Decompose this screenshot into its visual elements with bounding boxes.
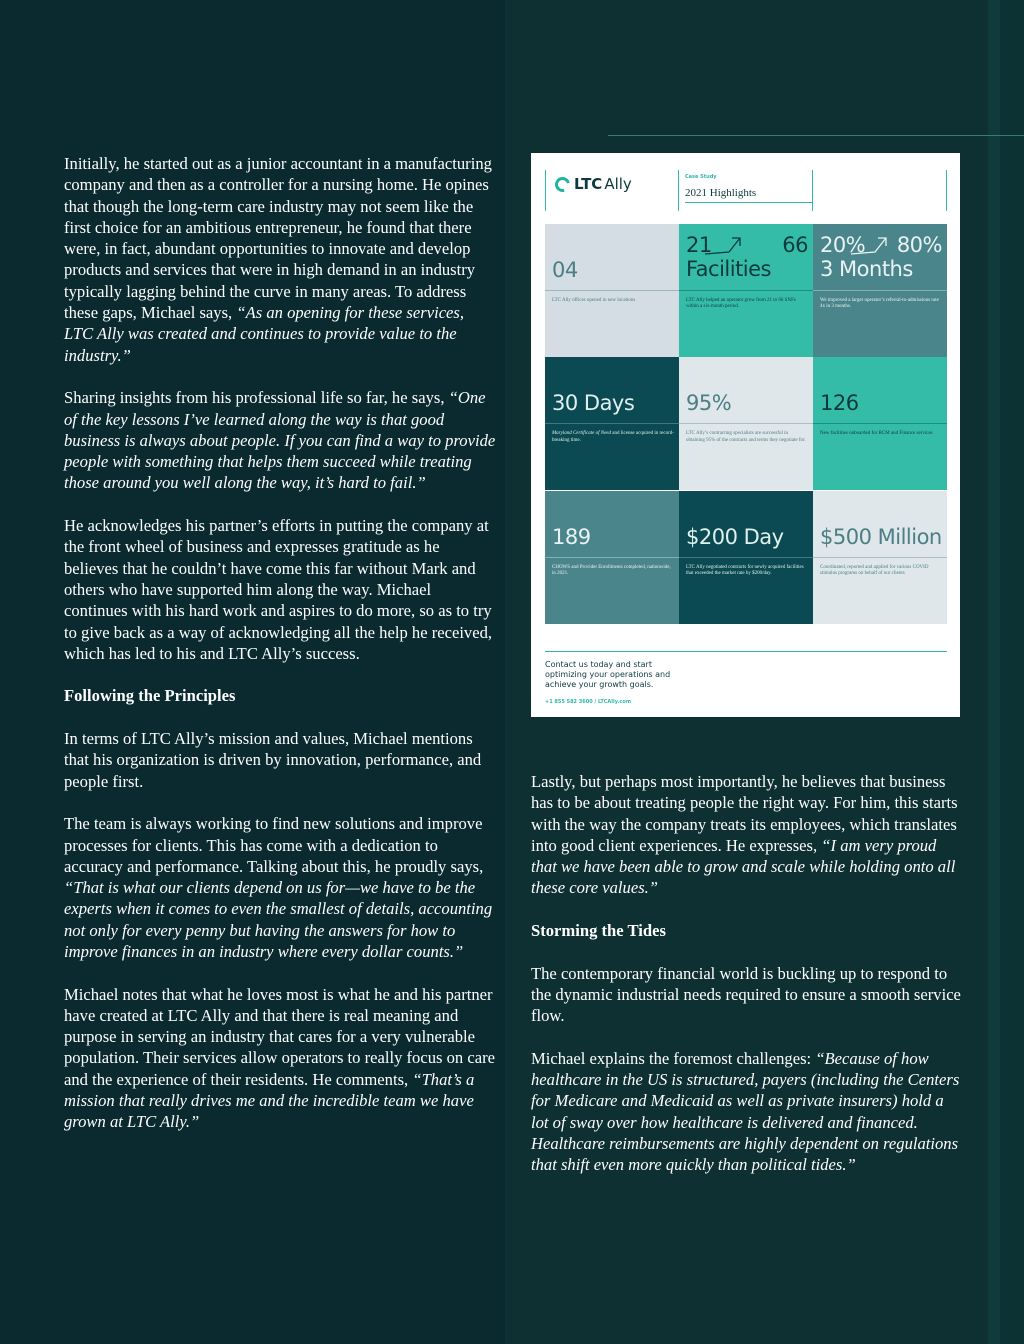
tile-divider xyxy=(545,423,679,424)
highlight-tile xyxy=(813,224,947,357)
quote-text: “I am very proud that we have been able to grow and scale while holding onto all these core values.” xyxy=(531,835,956,898)
tile-divider xyxy=(545,557,679,558)
body-paragraph xyxy=(64,153,496,366)
growth-arrow-icon xyxy=(703,234,743,256)
highlight-tile xyxy=(813,357,947,490)
body-paragraph xyxy=(64,984,496,1133)
highlights-card xyxy=(531,153,960,717)
tile-description-emphasis: Maryland Certificate of Need xyxy=(552,431,612,437)
tile-figure: 189 xyxy=(552,524,591,549)
card-cta: Contact us today and start optimizing your operations and achieve your growth goals. xyxy=(545,660,671,689)
quote-text: “Because of how healthcare in the US is structured, payers (including the Centers for Medicare and Medicaid as well as private insurers) hold a lot of sway over how healthcare is delivered and financed. Healthcare reimbursements are highly dependent on regulations that shift even more quickly than political tides.” xyxy=(531,1048,960,1175)
paragraph-text: He acknowledges his partner’s efforts in putting the company at the front wheel of business and expresses gratitude as he believes that he couldn’t have come this far without Mark and others who have supported him along the way. Michael continues with his hard work and aspires to do more, so as to try to give back as a way of acknowledging all the help he received, which has led to his and LTC Ally’s success. xyxy=(64,516,493,663)
tile-figure: $200 Day xyxy=(686,524,784,549)
header-divider xyxy=(545,170,546,211)
tile-description: Coordinated, reported and applied for various COVID stimulus programs on behalf of our clients xyxy=(820,564,929,576)
tile-description: We improved a larger operator’s referral-to-admissions rate 4x in 3 months. xyxy=(820,298,939,310)
body-paragraph xyxy=(531,771,963,899)
tile-divider xyxy=(545,290,679,291)
tile-figure-label: Facilities xyxy=(686,257,771,281)
body-paragraph xyxy=(64,515,496,664)
tile-description: LTC Ally’s contracting specialists are successful in obtaining 95% of the contracts and terms they negotiate for. xyxy=(686,431,806,443)
paragraph-text: The team is always working to find new solutions and improve processes for clients. This has come with a dedication to accuracy and performance. Talking about this, he proudly says, xyxy=(64,814,484,876)
header-divider xyxy=(678,170,679,211)
logo-ring-icon xyxy=(552,174,572,194)
title-rule xyxy=(685,202,812,203)
paragraph-text: Michael notes that what he loves most is what he and his partner have created at LTC Ally and that there is real meaning and purpose in serving an industry that cares for a very vulnerable population. Their services allow operators to really focus on care and the experience of their residents. He comments, xyxy=(64,984,495,1089)
tile-figure: 04 xyxy=(552,258,578,282)
paragraph-text: The contemporary financial world is buckling up to respond to the dynamic industrial needs required to ensure a smooth service flow. xyxy=(531,963,961,1026)
paragraph-text: Sharing insights from his professional life so far, he says, xyxy=(64,388,449,408)
growth-arrow-icon xyxy=(849,234,889,256)
header-divider xyxy=(812,170,813,211)
paragraph-text: Michael explains the foremost challenges: xyxy=(531,1048,816,1068)
right-text-column xyxy=(531,771,963,1197)
tile-figure: $500 Million xyxy=(820,524,942,549)
case-study-label: Case Study xyxy=(685,174,717,180)
tile-figure-end: 80% xyxy=(896,233,942,257)
tile-description: LTC Ally offices opened in new locations xyxy=(552,298,636,303)
paragraph-text: In terms of LTC Ally’s mission and values, Michael mentions that his organization is driven by innovation, performance, and people first. xyxy=(64,729,482,791)
section-heading: Following the Principles xyxy=(64,686,236,706)
ltc-ally-logo xyxy=(555,175,632,193)
tile-figure-end: 66 xyxy=(782,233,808,257)
paragraph-text: Initially, he started out as a junior accountant in a manufacturing company and then as a controller for a nursing home. He opines that though the long-term care industry may not seem like the first choice for an ambitious entrepreneur, he found that there were, in fact, abundant opportunities to innovate and develop products and services that were in high demand in an industry typically lagging behind the curve in many areas. To address these gaps, Michael says, xyxy=(64,154,492,323)
body-paragraph xyxy=(64,387,496,493)
quote-text: “That’s a mission that really drives me and the incredible team we have grown at LTC Ally.” xyxy=(64,1069,475,1132)
quote-text: “That is what our clients depend on us for—we have to be the experts when it comes to even the smallest of details, accounting not only for every penny but having the answers for how to improve finances in an industry where every dollar counts.” xyxy=(64,878,493,961)
highlight-tile xyxy=(545,357,679,490)
body-paragraph xyxy=(531,1048,963,1176)
highlight-tile xyxy=(545,491,679,624)
highlight-tile xyxy=(679,491,813,624)
paragraph-text: Lastly, but perhaps most importantly, he believes that business has to be about treating people the right way. For him, this starts with the way the company treats its employees, which translates into good client experiences. He expresses, xyxy=(531,772,958,855)
tile-divider xyxy=(679,290,813,291)
card-contact[interactable]: +1 855 582 3600 / LTCAlly.com xyxy=(545,699,632,705)
body-paragraph xyxy=(64,813,496,962)
top-rule xyxy=(608,135,1024,136)
highlight-tile xyxy=(679,357,813,490)
section-heading: Storming the Tides xyxy=(531,921,666,941)
tile-description: LTC Ally helped an operator grow from 21 to 66 SNFs within a six-month period. xyxy=(686,298,796,310)
card-header xyxy=(545,170,947,211)
tile-figure: 20% xyxy=(820,233,866,257)
tile-divider xyxy=(813,423,947,424)
footer-rule xyxy=(545,651,947,652)
edge-stripe xyxy=(988,0,1000,1344)
highlight-tile xyxy=(679,224,813,357)
tile-description: Maryland Certificate of Need and license acquired in record-breaking time. xyxy=(552,431,674,443)
left-text-column xyxy=(64,153,496,1154)
tile-divider xyxy=(813,557,947,558)
tile-divider xyxy=(679,557,813,558)
logo-ally-text: Ally xyxy=(604,175,632,193)
tile-figure-label: 3 Months xyxy=(820,257,913,281)
highlights-grid xyxy=(545,224,947,624)
tile-description: New facilities onboarded for RCM and Finance services xyxy=(820,431,933,437)
quote-text: “As an opening for these services, LTC Ally was created and continues to provide value to the industry.” xyxy=(64,303,465,365)
header-divider xyxy=(946,170,947,211)
card-title: 2021 Highlights xyxy=(685,187,757,199)
highlight-tile xyxy=(813,491,947,624)
tile-figure: 126 xyxy=(820,391,859,416)
logo-ltc-text: LTC xyxy=(574,175,603,193)
quote-text: “One of the key lessons I’ve learned along the way is that good business is always about people. If you can find a way to provide people with something that helps them succeed while treating those around you well along the way, it’s hard to fail.” xyxy=(64,388,496,493)
tile-divider xyxy=(679,423,813,424)
tile-figure: 30 Days xyxy=(552,391,635,416)
tile-figure: 21 xyxy=(686,233,712,257)
tile-divider xyxy=(813,290,947,291)
highlight-tile xyxy=(545,224,679,357)
body-paragraph xyxy=(64,728,496,792)
tile-figure: 95% xyxy=(686,391,732,416)
tile-description: LTC Ally negotiated contracts for newly acquired facilities that exceeded the market rate by $200/day. xyxy=(686,564,804,576)
body-paragraph xyxy=(531,963,963,1027)
tile-description: CHOWS and Provider Enrollments completed, nationwide, in 2021. xyxy=(552,564,671,576)
page-edge xyxy=(1000,0,1024,1344)
